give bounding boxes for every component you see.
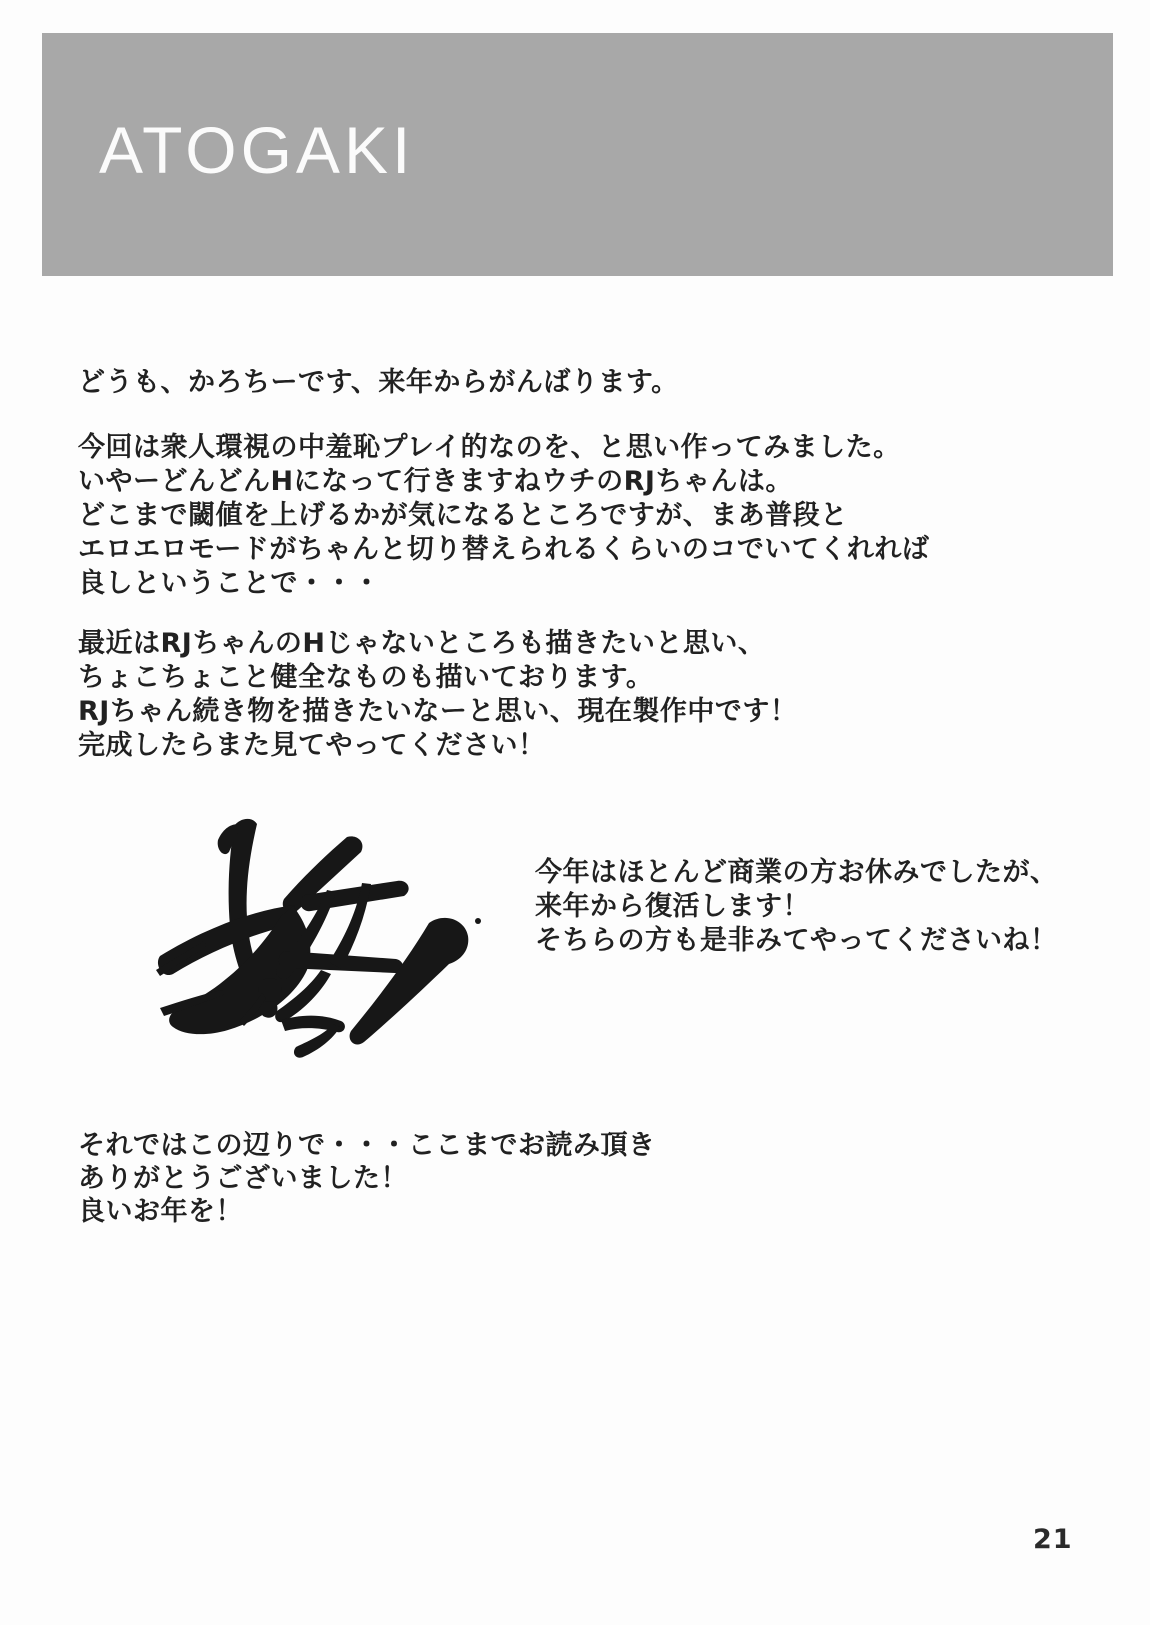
afterword-line: 良いお年を！ (78, 1196, 243, 1227)
page-number: 21 (1033, 1524, 1073, 1555)
afterword-line: 今回は衆人環視の中羞恥プレイ的なのを、と思い作ってみました。 (78, 432, 901, 463)
afterword-line: いやーどんどんHになって行きますねウチのRJちゃんは。 (78, 466, 793, 497)
afterword-line: ありがとうございました！ (78, 1163, 408, 1194)
artist-signature (100, 780, 500, 1080)
afterword-line: RJちゃん続き物を描きたいなーと思い、現在製作中です！ (78, 696, 798, 727)
artist-signature-brush-kanji-icon (100, 780, 500, 1080)
closing-paragraph (78, 1129, 656, 1228)
afterword-line: エロエロモードがちゃんと切り替えられるくらいのコでいてくれれば (78, 534, 930, 565)
afterword-line: そちらの方も是非みてやってくださいね！ (535, 925, 1058, 956)
greeting-paragraph (78, 366, 679, 400)
afterword-line: ちょこちょこと健全なものも描いております。 (78, 662, 654, 693)
afterword-line: 来年から復活します！ (535, 891, 810, 922)
afterword-line: 最近はRJちゃんのHじゃないところも描きたいと思い、 (78, 628, 766, 659)
afterword-line: 今年はほとんど商業の方お休みでしたが、 (535, 857, 1058, 888)
main-paragraph (78, 431, 929, 601)
future-plans-paragraph (78, 627, 797, 763)
afterword-line: それではこの辺りで・・・ここまでお読み頂き (78, 1130, 656, 1161)
afterword-line: 完成したらまた見てやってください！ (78, 730, 546, 761)
commercial-work-note (535, 856, 1058, 958)
page-title: ATOGAKI (99, 113, 415, 187)
afterword-line: どうも、かろちーです、来年からがんばります。 (78, 367, 679, 398)
afterword-line: 良しということで・・・ (78, 568, 381, 599)
afterword-line: どこまで閾値を上げるかが気になるところですが、まあ普段と (78, 500, 848, 531)
header-banner (42, 33, 1113, 276)
